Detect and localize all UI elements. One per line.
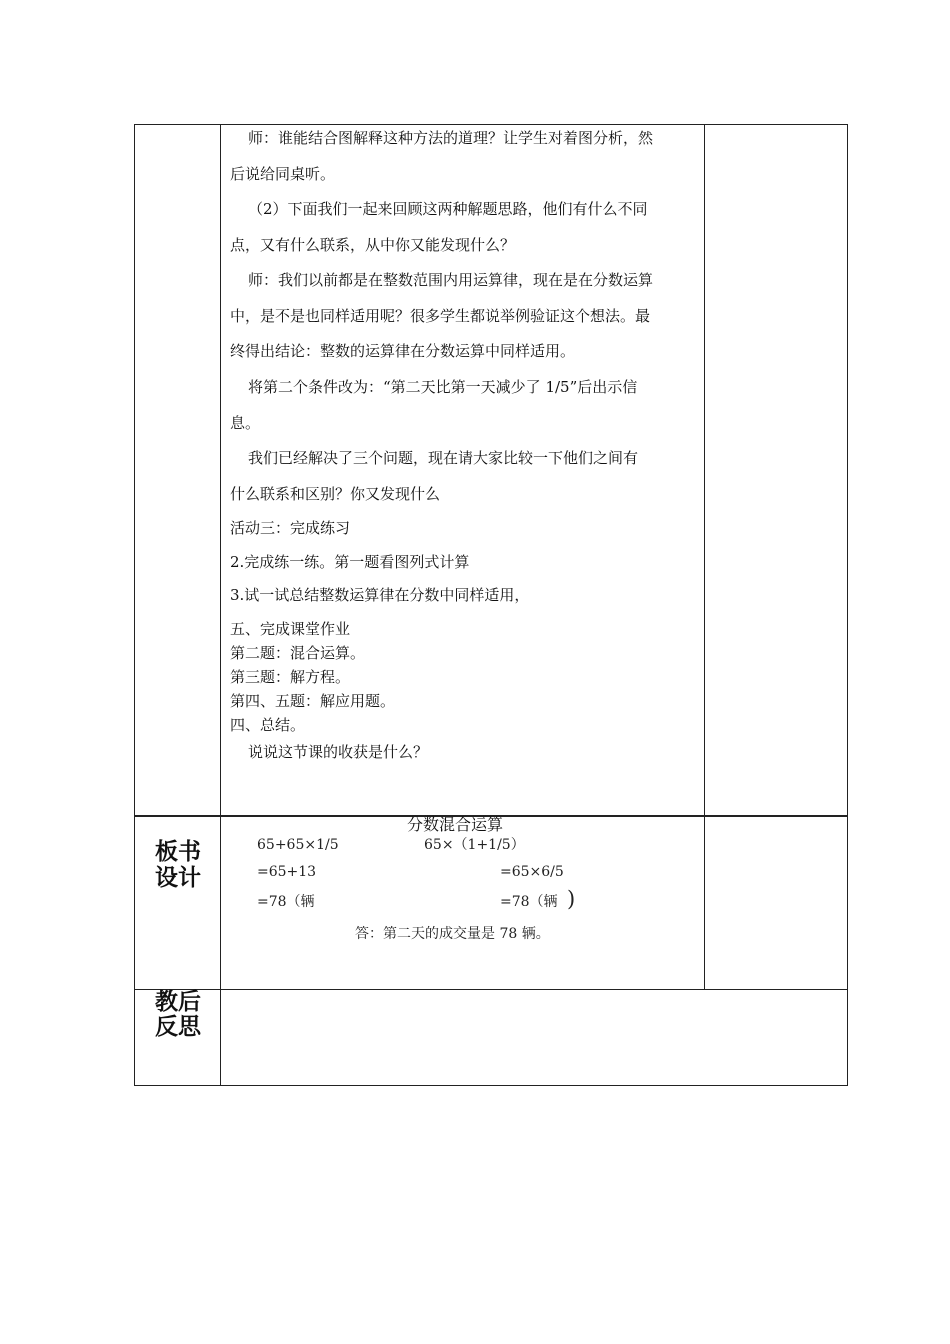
board-right-close-paren: ) xyxy=(567,887,576,911)
lesson-line: 第二题：混合运算。 xyxy=(230,644,366,662)
lesson-line: 什么联系和区别？你又发现什么 xyxy=(230,485,441,503)
table-top-border xyxy=(134,124,848,125)
board-answer: 答：第二天的成交量是 78 辆。 xyxy=(355,926,550,942)
table-left-border xyxy=(134,124,135,1086)
board-right-step: =78（辆 xyxy=(500,894,558,910)
lesson-line: 2.完成练一练。第一题看图列式计算 xyxy=(230,553,470,571)
board-right-step: 65×（1+1/5） xyxy=(424,837,525,853)
lesson-line: 五、完成课堂作业 xyxy=(230,620,351,638)
board-left-step: =65+13 xyxy=(257,864,317,880)
board-design-label-line2: 设计 xyxy=(155,865,201,891)
lesson-line: 说说这节课的收获是什么？ xyxy=(248,743,429,761)
board-title: 分数混合运算 xyxy=(407,815,504,834)
lesson-line: 息。 xyxy=(230,414,261,432)
reflection-label-line1: 教后 xyxy=(155,989,201,1015)
lesson-line: （2）下面我们一起来回顾这两种解题思路，他们有什么不同 xyxy=(248,200,648,218)
lesson-line: 师：谁能结合图解释这种方法的道理？让学生对着图分析，然 xyxy=(248,129,654,147)
lesson-line: 中，是不是也同样适用呢？很多学生都说举例验证这个想法。最 xyxy=(230,307,651,325)
lesson-line: 第三题：解方程。 xyxy=(230,668,351,686)
label-column-divider xyxy=(220,124,221,1086)
reflection-label-line2: 反思 xyxy=(155,1014,201,1040)
notes-column-divider xyxy=(704,124,705,990)
lesson-line: 终得出结论：整数的运算律在分数运算中同样适用。 xyxy=(230,342,576,360)
board-left-step: =78（辆 xyxy=(257,894,315,910)
table-bottom-border xyxy=(134,1085,848,1086)
lesson-line: 四、总结。 xyxy=(230,716,306,734)
lesson-line: 点，又有什么联系，从中你又能发现什么？ xyxy=(230,236,516,254)
board-left-step: 65+65×1/5 xyxy=(257,837,339,853)
lesson-line: 将第二个条件改为：“第二天比第一天减少了 1/5”后出示信 xyxy=(248,378,638,396)
lesson-line: 师：我们以前都是在整数范围内用运算律，现在是在分数运算 xyxy=(248,271,654,289)
board-right-step: =65×6/5 xyxy=(500,864,564,880)
lesson-line: 后说给同桌听。 xyxy=(230,165,336,183)
lesson-line: 第四、五题：解应用题。 xyxy=(230,692,396,710)
lesson-line: 3.试一试总结整数运算律在分数中同样适用， xyxy=(230,586,530,604)
row-divider-reflection xyxy=(134,989,848,990)
board-design-label-line1: 板书 xyxy=(155,839,201,865)
table-right-border xyxy=(847,124,848,1086)
lesson-line: 活动三：完成练习 xyxy=(230,519,351,537)
lesson-line: 我们已经解决了三个问题，现在请大家比较一下他们之间有 xyxy=(248,449,639,467)
